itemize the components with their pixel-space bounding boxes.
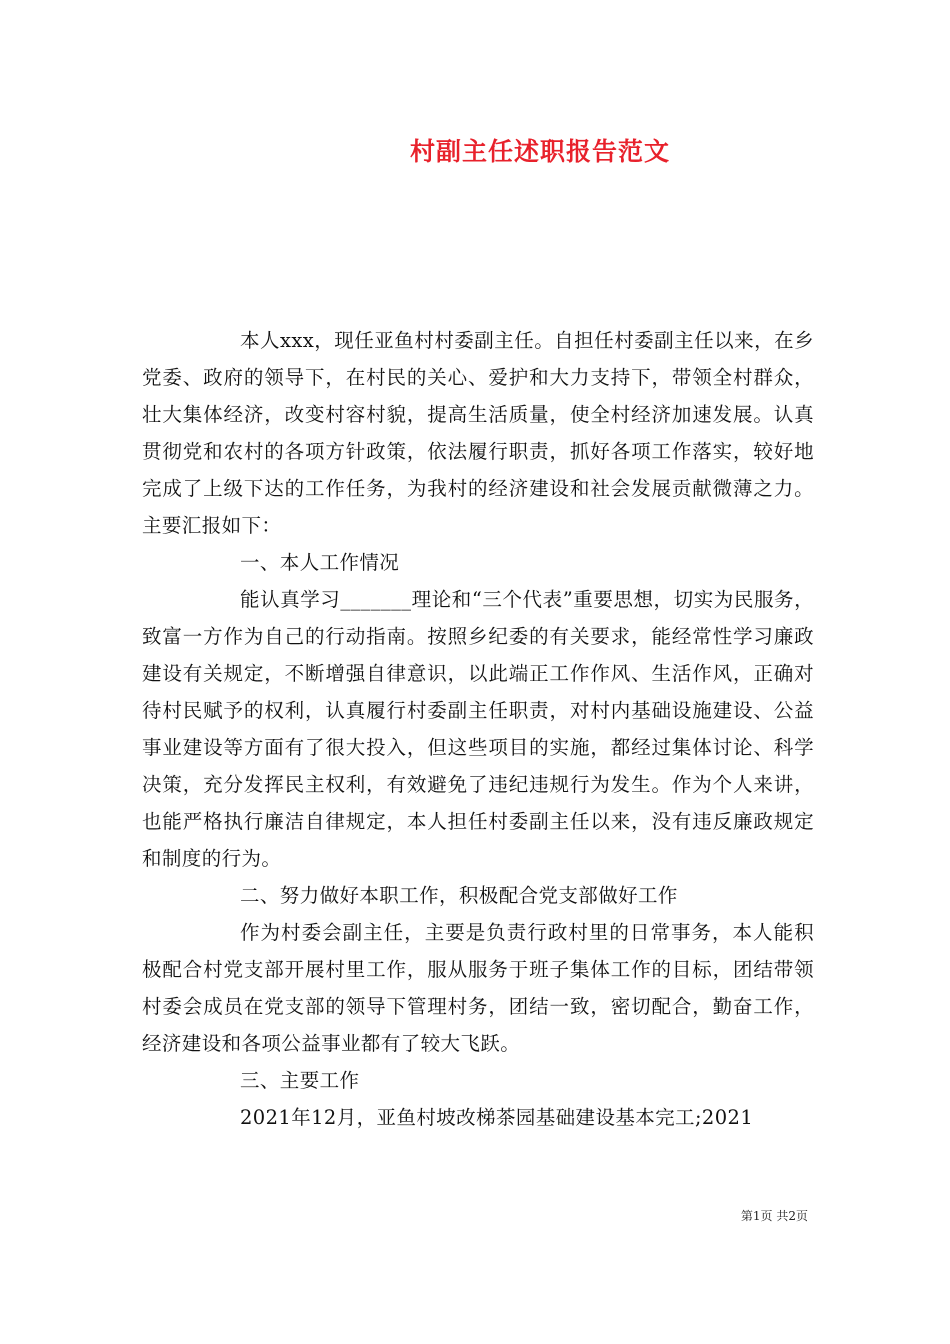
- section-heading-3: 三、主要工作: [240, 1069, 360, 1092]
- section-heading-2: 二、努力做好本职工作，积极配合党支部做好工作: [240, 884, 678, 907]
- section-heading-1: 一、本人工作情况: [240, 551, 400, 574]
- paragraph-section-2: 作为村委会副主任，主要是负责行政村里的日常事务，本人能积极配合村党支部开展村里工作，服从服务于班子集体工作的目标，团结带领村委会成员在党支部的领导下管理村务，团结一致，密切配合，勤奋工作，经济建设和各项公益事业都有了较大飞跃。: [142, 921, 814, 1055]
- page-number-footer: 第1页 共2页: [740, 1209, 808, 1223]
- paragraph-section-1: 能认真学习_______理论和“三个代表”重要思想，切实为民服务，致富一方作为自己的行动指南。按照乡纪委的有关要求，能经常性学习廉政建设有关规定，不断增强自律意识，以此端正工作作风、生活作风，正确对待村民赋予的权利，认真履行村委副主任职责，对村内基础设施建设、公益事业建设等方面有了很大投入，但这些项目的实施，都经过集体讨论、科学决策，充分发挥民主权利，有效避免了违纪违规行为发生。作为个人来讲，也能严格执行廉洁自律规定，本人担任村委副主任以来，没有违反廉政规定和制度的行为。: [142, 588, 814, 870]
- document-title: 村副主任述职报告范文: [409, 137, 670, 166]
- document-body: [142, 322, 814, 1136]
- paragraph-intro: 本人xxx，现任亚鱼村村委副主任。自担任村委副主任以来，在乡党委、政府的领导下，在村民的关心、爱护和大力支持下，带领全村群众，壮大集体经济，改变村容村貌，提高生活质量，使全村经济加速发展。认真贯彻党和农村的各项方针政策，依法履行职责，抓好各项工作落实，较好地完成了上级下达的工作任务，为我村的经济建设和社会发展贡献微薄之力。主要汇报如下：: [142, 329, 814, 537]
- paragraph-section-3: 2021年12月，亚鱼村坡改梯茶园基础建设基本完工;2021: [240, 1106, 754, 1129]
